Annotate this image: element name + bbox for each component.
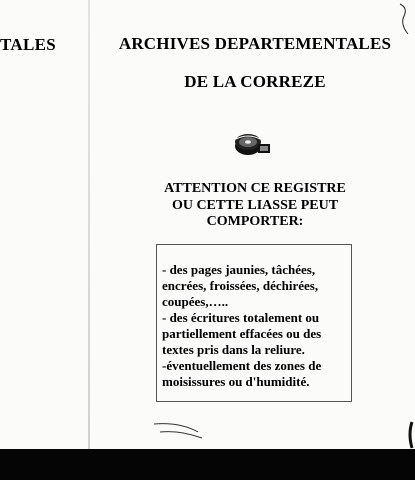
scan-border-bottom bbox=[0, 449, 415, 480]
page-fold bbox=[88, 0, 90, 449]
warning-line: encrées, froissées, déchirées, bbox=[162, 278, 319, 293]
warning-line: - des écritures totalement ou bbox=[162, 310, 320, 325]
attention-line-2: OU CETTE LIASSE PEUT bbox=[171, 197, 339, 213]
title-line-2: DE LA CORREZE bbox=[184, 72, 326, 91]
edge-shadow-mark bbox=[400, 420, 415, 449]
corner-scribble-mark bbox=[394, 0, 415, 40]
warning-line: coupées,….. bbox=[162, 294, 229, 309]
warning-line: textes pris dans la reliure. bbox=[162, 342, 305, 357]
attention-line-1: ATTENTION CE REGISTRE bbox=[164, 181, 346, 196]
warning-line: - des pages jaunies, tâchées, bbox=[162, 262, 316, 277]
warning-line: moisissures ou d'humidité. bbox=[162, 374, 310, 389]
attention-line-3: COMPORTER: bbox=[206, 214, 304, 229]
warning-line: partiellement effacées ou des bbox=[162, 326, 322, 341]
pen-stroke-mark bbox=[150, 418, 210, 440]
attention-notice bbox=[150, 181, 360, 231]
left-page-text-fragment: TALES bbox=[0, 35, 56, 54]
title-line-1: ARCHIVES DEPARTEMENTALES bbox=[118, 34, 392, 53]
warning-line: -éventuellement des zones de bbox=[162, 358, 322, 373]
film-reel-icon bbox=[232, 128, 272, 162]
warning-box bbox=[156, 244, 352, 402]
